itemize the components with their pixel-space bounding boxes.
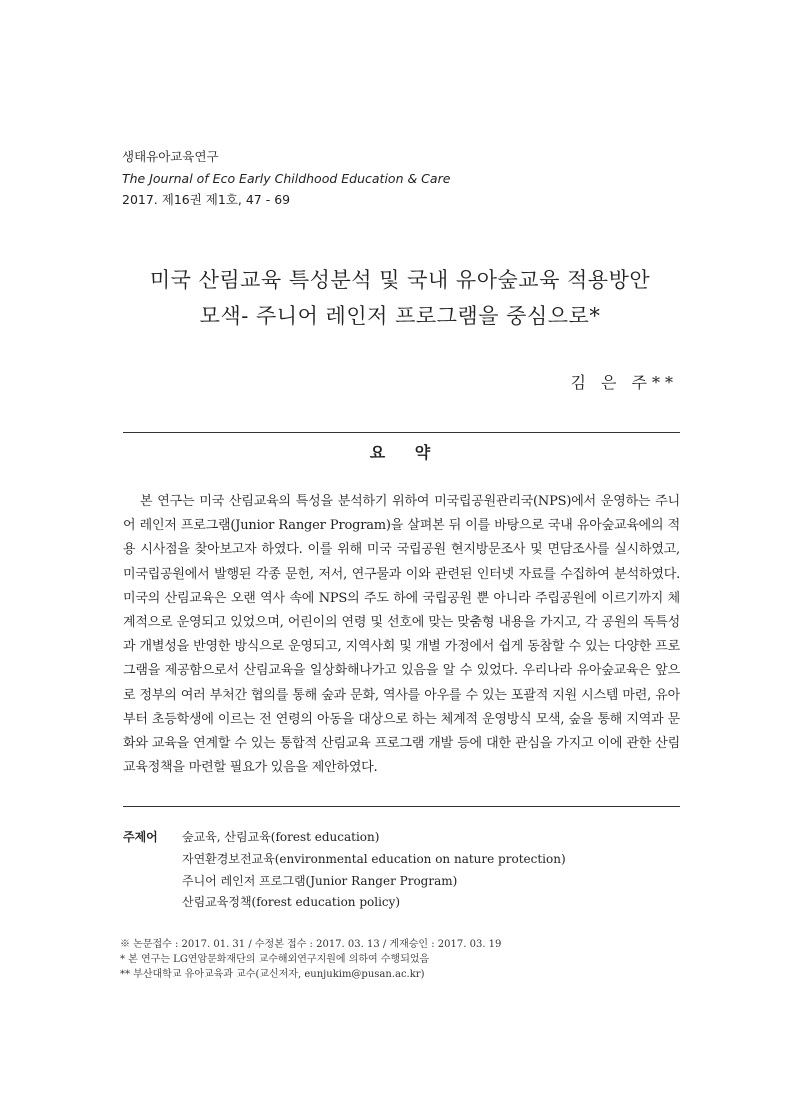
journal-name-english: The Journal of Eco Early Childhood Education & Care bbox=[122, 170, 451, 186]
keyword-item: 자연환경보전교육(environmental education on nature protection) bbox=[182, 851, 566, 866]
footnotes bbox=[120, 938, 501, 982]
abstract-heading: 요 약 bbox=[369, 443, 431, 462]
abstract-body: 본 연구는 미국 산림교육의 특성을 분석하기 위하여 미국립공원관리국(NPS)에서 운영하는 주니어 레인저 프로그램(Junior Ranger Program)을 살펴본 뒤 이를 바탕으로 국내 유아숲교육에의 적용 시사점을 찾아보고자 하였다. 이를 위해 미국 국립공원 현지방문조사 및 면담조사를 실시하였고, 미국립공원에서 발행된 각종 문헌, 저서, 연구물과 이와 관련된 인터넷 자료를 수집하여 분석하였다. 미국의 산림교육은 오랜 역사 속에 NPS의 주도 하에 국립공원 뿐 아니라 주립공원에 이르기까지 체계적으로 운영되고 있었으며, 어린이의 연령 및 선호에 맞는 맞춤형 내용을 가지고, 각 공원의 독특성과 개별성을 반영한 방식으로 운영되고, 지역사회 및 개별 가정에서 쉽게 동참할 수 있는 다양한 프로그램을 제공함으로서 산림교육을 일상화해나가고 있음을 알 수 있었다. 우리나라 유아숲교육은 앞으로 정부의 여러 부처간 협의를 통해 숲과 문화, 역사를 아우를 수 있는 포괄적 지원 시스템 마련, 유아부터 초등학생에 이르는 전 연령의 아동을 대상으로 하는 체계적 운영방식 모색, 숲을 통해 지역과 문화와 교육을 연계할 수 있는 통합적 산림교육 프로그램 개발 등에 대한 관심을 가지고 이에 관한 산림교육정책을 마련할 필요가 있음을 제안하였다. bbox=[123, 494, 680, 776]
keyword-item: 주니어 레인저 프로그램(Junior Ranger Program) bbox=[182, 873, 458, 888]
footnote-author: ** 부산대학교 유아교육과 교수(교신저자, eunjukim@pusan.ac.kr) bbox=[120, 968, 425, 980]
footnote-funding: * 본 연구는 LG연암문화재단의 교수해외연구지원에 의하여 수행되었음 bbox=[120, 953, 430, 965]
abstract-top-divider bbox=[123, 432, 680, 433]
author-name: 김 은 주** bbox=[570, 373, 678, 392]
keywords-label: 주제어 bbox=[123, 830, 158, 844]
journal-header bbox=[122, 146, 450, 211]
abstract-bottom-divider bbox=[123, 806, 680, 807]
footnote-received: ※ 논문접수 : 2017. 01. 31 / 수정본 접수 : 2017. 03. 13 / 게재승인 : 2017. 03. 19 bbox=[120, 939, 502, 950]
keyword-item: 산림교육정책(forest education policy) bbox=[182, 895, 401, 910]
paper-title-line-1: 미국 산림교육 특성분석 및 국내 유아숲교육 적용방안 bbox=[149, 268, 651, 292]
keywords-list bbox=[182, 827, 566, 914]
journal-name-korean: 생태유아교육연구 bbox=[122, 149, 219, 164]
journal-issue: 2017. 제16권 제1호, 47 - 69 bbox=[122, 192, 291, 207]
paper-title-line-2: 모색- 주니어 레인저 프로그램을 중심으로* bbox=[199, 304, 601, 328]
keyword-item: 숲교육, 산림교육(forest education) bbox=[182, 830, 380, 844]
paper-title bbox=[0, 262, 800, 334]
